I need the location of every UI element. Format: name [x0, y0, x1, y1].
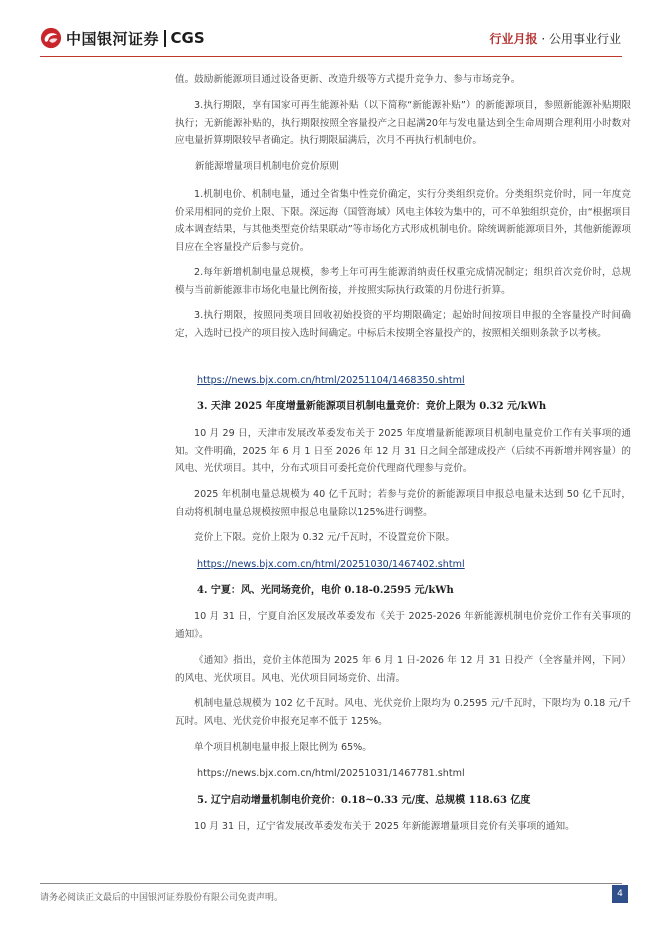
footer-divider: [40, 883, 622, 884]
footer-disclaimer: 请务必阅读正文最后的中国银河证券股份有限公司免责声明。: [40, 893, 284, 903]
source-link[interactable]: https://news.bjx.com.cn/html/20251104/1468350.shtml: [197, 375, 465, 386]
paragraph: 10 月 29 日，天津市发展改革委发布关于 2025 年度增量新能源项目机制电量竞价工作有关事项的通知。文件明确，2025 年 6 月 1 日至 2026 年 12 月 31 日之间全部建成投产（后续不再新增并网容量）的风电、光伏项目。其中，分布式项目可委托竞价代理商代理参与竞价。: [175, 428, 631, 474]
header-separator: ·: [541, 32, 546, 46]
paragraph: 2025 年机制电量总规模为 40 亿千瓦时；若参与竞价的新能源项目申报总电量未达到 50 亿千瓦时，自动将机制电量总规模按照申报总电量除以125%进行调整。: [175, 489, 631, 518]
section-heading: 5. 辽宁启动增量机制电价竞价：0.18~0.33 元/度、总规模 118.63 亿度: [197, 795, 531, 806]
section-subtitle: 新能源增量项目机制电价竞价原则: [195, 161, 339, 172]
section-heading: 3. 天津 2025 年度增量新能源项目机制电量竞价：竞价上限为 0.32 元/kWh: [197, 401, 547, 412]
paragraph: 《通知》指出，竞价主体范围为 2025 年 6 月 1 日-2026 年 12 月 31 日投产（全容量并网，下同）的风电、光伏项目。风电、光伏项目同场竞价、出清。: [175, 655, 631, 684]
paragraph: 3.执行期限，享有国家可再生能源补贴（以下简称“新能源补贴”）的新能源项目，参照新能源补贴期限执行；无新能源补贴的，执行期限按照全容量投产之日起满20年与发电量达到全生命周期合理利用小时数对应电量折算期限较早者确定。执行期限届满后，次月不再执行机制电价。: [175, 100, 631, 146]
header-divider: [40, 56, 622, 57]
paragraph: 竞价上下限。竞价上限为 0.32 元/千瓦时，不设置竞价下限。: [194, 532, 455, 543]
cgs-logo: [40, 27, 205, 49]
paragraph: 10 月 31 日，宁夏自治区发展改革委发布《关于 2025-2026 年新能源机制电价竞价工作有关事项的通知》。: [175, 611, 631, 640]
cgs-logo-icon: [40, 27, 62, 49]
paragraph: 1.机制电价、机制电量，通过全省集中性竞价确定，实行分类组织竞价。分类组织竞价时，同一年度竞价采用相同的竞价上限、下限。深远海（国管海域）风电主体较为集中的，可不单独组织竞价，由“根据项目成本调查结果，与其他类型竞价结果联动”等市场化方式形成机制电价。除统调新能源项目外，其他新能源项目应在全容量投产后参与竞价。: [175, 189, 632, 253]
logo-divider: [164, 30, 166, 47]
section-heading: 4. 宁夏：风、光同场竞价，电价 0.18-0.2595 元/kWh: [197, 585, 454, 596]
logo-chinese-text: 中国银河证券: [66, 29, 160, 48]
report-type: 行业月报: [489, 32, 538, 46]
logo-english-text: CGS: [170, 29, 205, 47]
paragraph: 2.每年新增机制电量总规模，参考上年可再生能源消纳责任权重完成情况制定；组织首次竞价时，总规模与当前新能源非市场化电量比例衔接，并按照实际执行政策的月份进行折算。: [175, 267, 631, 296]
source-url: https://news.bjx.com.cn/html/20251031/1467781.shtml: [197, 768, 465, 779]
paragraph: 值。鼓励新能源项目通过设备更新、改造升级等方式提升竞争力、参与市场竞争。: [175, 74, 521, 85]
paragraph: 10 月 31 日，辽宁省发展改革委发布关于 2025 年新能源增量项目竞价有关事项的通知。: [194, 821, 575, 832]
paragraph: 3.执行期限，按照同类项目回收初始投资的平均期限确定；起始时间按项目申报的全容量投产时间确定，入选时已投产的项目按入选时间确定。中标后未按期全容量投产的，按照相关细则条款予以考核。: [175, 310, 631, 339]
source-link[interactable]: https://news.bjx.com.cn/html/20251030/1467402.shtml: [197, 559, 465, 570]
paragraph: 单个项目机制电量申报上限比例为 65%。: [194, 742, 372, 753]
page-header: [0, 0, 662, 62]
page-number: 4: [612, 885, 628, 903]
report-category: [489, 30, 621, 47]
industry-name: 公用事业行业: [548, 32, 621, 46]
paragraph: 机制电量总规模为 102 亿千瓦时。风电、光伏竞价上限均为 0.2595 元/千瓦时，下限均为 0.18 元/千瓦时。风电、光伏竞价申报充足率不低于 125%。: [175, 698, 631, 727]
